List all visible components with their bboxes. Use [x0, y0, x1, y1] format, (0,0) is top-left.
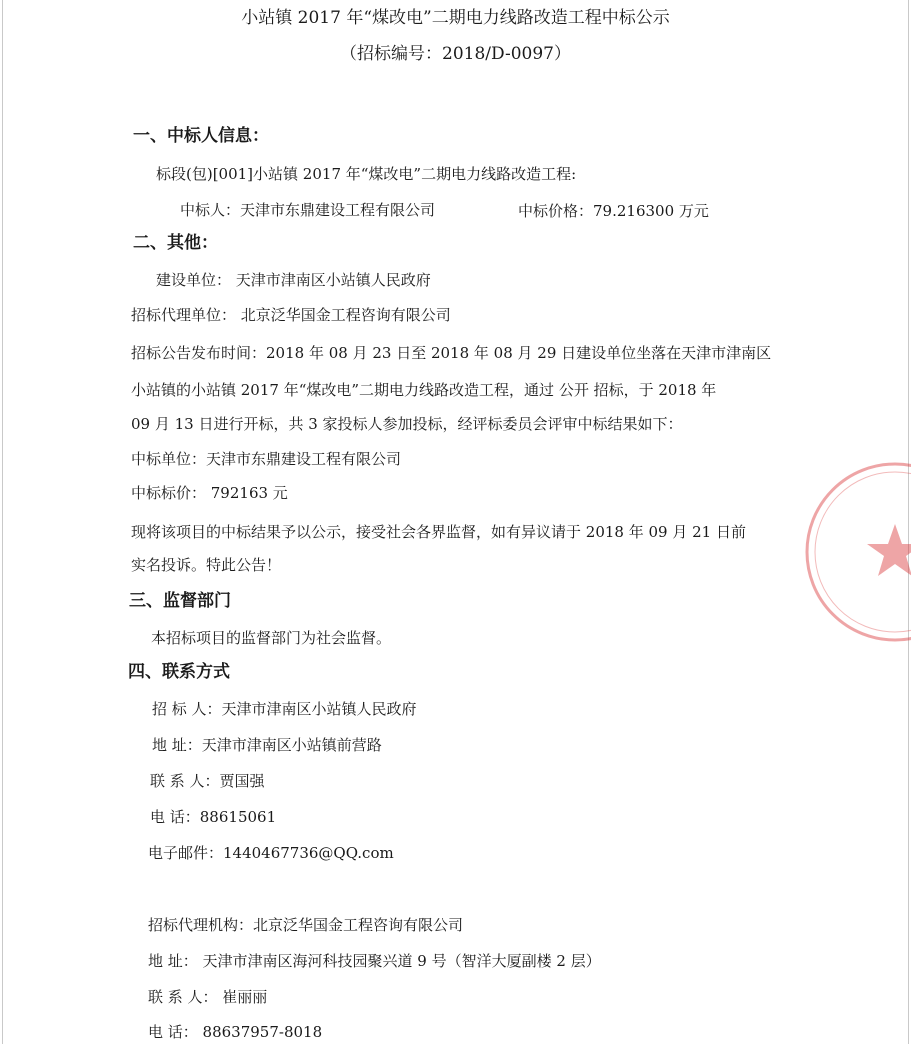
page-border-left — [2, 0, 3, 1044]
winning-unit: 中标单位：天津市东鼎建设工程有限公司 — [131, 450, 402, 468]
agency-unit: 招标代理单位： 北京泛华国金工程咨询有限公司 — [131, 306, 451, 324]
agency-contact: 联 系 人： 崔丽丽 — [148, 988, 268, 1006]
winner-name: 中标人：天津市东鼎建设工程有限公司 — [180, 201, 436, 219]
winning-bid-price: 中标标价： 792163 元 — [131, 484, 288, 502]
announcement-line-3: 09 月 13 日进行开标，共 3 家投标人参加投标，经评标委员会评审中标结果如下： — [131, 415, 683, 433]
tenderer-contact: 联 系 人：贾国强 — [150, 772, 265, 790]
builder-unit: 建设单位： 天津市津南区小站镇人民政府 — [156, 271, 431, 289]
tenderer: 招 标 人：天津市津南区小站镇人民政府 — [152, 700, 417, 718]
publicity-notice-line-1: 现将该项目的中标结果予以公示，接受社会各界监督，如有异议请于 2018 年 09 月 21 日前 — [131, 523, 746, 541]
supervision-text: 本招标项目的监督部门为社会监督。 — [151, 629, 392, 647]
document-title: 小站镇 2017 年“煤改电”二期电力线路改造工程中标公示 — [241, 8, 670, 28]
lot-description: 标段(包)[001]小站镇 2017 年“煤改电”二期电力线路改造工程: — [156, 165, 577, 183]
tenderer-address: 地 址：天津市津南区小站镇前营路 — [152, 736, 382, 754]
tenderer-email: 电子邮件：1440467736@QQ.com — [148, 844, 394, 862]
section4-heading: 四、联系方式 — [128, 662, 230, 682]
winning-price: 中标价格：79.216300 万元 — [518, 202, 709, 220]
agency-address: 地 址： 天津市津南区海河科技园聚兴道 9 号（智洋大厦副楼 2 层） — [148, 952, 601, 970]
section2-heading: 二、其他： — [133, 233, 218, 253]
announcement-line-2: 小站镇的小站镇 2017 年“煤改电”二期电力线路改造工程，通过 公开 招标，于 2018 年 — [131, 381, 717, 399]
section3-heading: 三、监督部门 — [129, 591, 231, 611]
publicity-notice-line-2: 实名投诉。特此公告！ — [131, 556, 282, 574]
section1-heading: 一、中标人信息： — [133, 126, 269, 146]
announcement-line-1: 招标公告发布时间：2018 年 08 月 23 日至 2018 年 08 月 29 日建设单位坐落在天津市津南区 — [131, 344, 772, 362]
tender-number: （招标编号：2018/D-0097） — [340, 44, 571, 64]
agency-phone: 电 话： 88637957-8018 — [148, 1023, 323, 1041]
seal-star-icon — [867, 524, 911, 576]
agency-name: 招标代理机构：北京泛华国金工程咨询有限公司 — [148, 916, 464, 934]
official-seal-stamp — [800, 452, 911, 652]
tenderer-phone: 电 话：88615061 — [150, 808, 277, 826]
